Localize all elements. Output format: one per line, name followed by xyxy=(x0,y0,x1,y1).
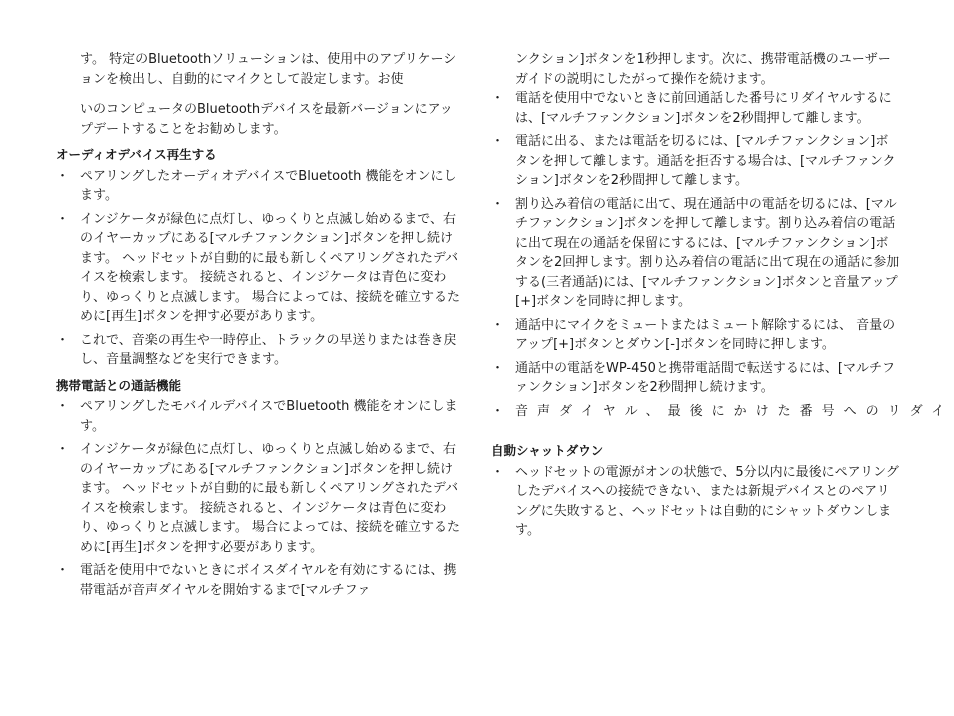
bullet-marker: ・ xyxy=(491,464,505,480)
intro-paragraph-2: いのコンピュータのBluetoothデバイスを最新バージョンにアップデートすることをお勧めします。 xyxy=(80,102,453,137)
bullet-marker: ・ xyxy=(491,91,505,106)
bullet-marker: ・ xyxy=(56,563,70,578)
right-column xyxy=(491,50,954,545)
left-column xyxy=(56,50,464,604)
list-item-text: インジケータが緑色に点灯し、ゆっくりと点滅し始めるまで、右のイヤーカップにある[マルチファンクション]ボタンを押し続けます。 ヘッドセットが自動的に最も新しくペアリングされたデバイスを検索します。 接続されると、インジケータは青色に変わり、ゆっくりと点滅します。 場合によっては、接続を確立するために[再生]ボタンを押す必要があります。 xyxy=(80,211,460,324)
bullet-marker: ・ xyxy=(491,134,505,149)
bullet-marker: ・ xyxy=(56,168,70,184)
list-item-text: 割り込み着信の電話に出て、現在通話中の電話を切るには、[マルチファンクション]ボタンを押して離します。割り込み着信の電話に出て現在の通話を保留にするには、[マルチファンクション]ボタンを2回押します。割り込み着信の電話に出て現在の通話に参加する(三者通話)には、[マルチファンクション]ボタンと音量アップ[+]ボタンを同時に押します。 xyxy=(515,196,900,309)
list-item xyxy=(491,359,901,398)
list-item-text: 通話中の電話をWP-450と携帯電話間で転送するには、[マルチファンクション]ボタンを2秒間押し続けます。 xyxy=(515,360,895,395)
bullet-marker: ・ xyxy=(491,360,505,376)
list-item xyxy=(491,132,901,191)
section-heading-audio: オーディオデバイス再生する xyxy=(56,147,217,162)
list-item xyxy=(491,195,901,312)
bullet-marker: ・ xyxy=(491,317,505,333)
section-heading-auto-shutdown: 自動シャットダウン xyxy=(491,443,604,458)
list-item-text: 電話に出る、または電話を切るには、[マルチファンクション]ボタンを押して離します。通話を拒否する場合は、[マルチファンクション]ボタンを2秒間押して離します。 xyxy=(515,134,896,188)
list-item-text: これで、音楽の再生や一時停止、トラックの早送りまたは巻き戻し、音量調整などを実行できます。 xyxy=(80,332,457,367)
list-item-text: 電話を使用中でないときに前回通話した番号にリダイヤルするには、[マルチファンクション]ボタンを2秒間押して離します。 xyxy=(515,91,892,126)
section-heading-phone: 携帯電話との通話機能 xyxy=(56,377,182,393)
list-item xyxy=(491,463,901,541)
list-item xyxy=(56,167,464,206)
list-item-text: ヘッドセットの電源がオンの状態で、5分以内に最後にペアリングしたデバイスへの接続できない、または新規デバイスとのペアリングに失敗すると、ヘッドセットは自動的にシャットダウンします。 xyxy=(515,464,899,538)
list-item-text: 通話中にマイクをミュートまたはミュート解除するには、 音量のアップ[+]ボタンとダウン[-]ボタンを同時に押します。 xyxy=(515,317,896,352)
list-item-text: インジケータが緑色に点灯し、ゆっくりと点滅し始めるまで、右のイヤーカップにある[マルチファンクション]ボタンを押し続けます。 ヘッドセットが自動的に最も新しくペアリングされたデバイスを検索します。 接続されると、インジケータは青色に変わり、ゆっくりと点滅します。 場合によっては、接続を確立するために[再生]ボタンを押す必要があります。 xyxy=(80,442,460,555)
bullet-marker: ・ xyxy=(56,211,70,227)
list-item xyxy=(56,397,464,436)
bullet-marker: ・ xyxy=(491,403,505,419)
list-item-text: 音声ダイヤル、最後にかけた番号へのリダイ xyxy=(515,403,954,419)
bullet-marker: ・ xyxy=(491,196,505,212)
list-item-text: ペアリングしたモバイルデバイスでBluetooth 機能をオンにします。 xyxy=(80,399,458,434)
bullet-marker: ・ xyxy=(56,442,70,457)
list-item xyxy=(491,316,901,355)
intro-paragraph-1: す。 特定のBluetoothソリューションは、使用中のアプリケーションを検出し、自動的にマイクとして設定します。お使 xyxy=(80,52,457,87)
list-item-text: 電話を使用中でないときにボイスダイヤルを有効にするには、携帯電話が音声ダイヤルを開始するまで[マルチファ xyxy=(80,563,457,598)
bullet-marker: ・ xyxy=(56,399,70,414)
list-item xyxy=(56,440,464,557)
list-item xyxy=(491,89,901,128)
continued-paragraph: ンクション]ボタンを1秒押します。次に、携帯電話機のユーザーガイドの説明にしたがって操作を続けます。 xyxy=(515,52,891,87)
bullet-marker: ・ xyxy=(56,332,70,348)
list-item xyxy=(56,331,464,370)
list-item xyxy=(56,561,464,600)
list-item xyxy=(491,402,954,422)
list-item-text: ペアリングしたオーディオデバイスでBluetooth 機能をオンにします。 xyxy=(80,168,457,203)
list-item xyxy=(56,210,464,327)
